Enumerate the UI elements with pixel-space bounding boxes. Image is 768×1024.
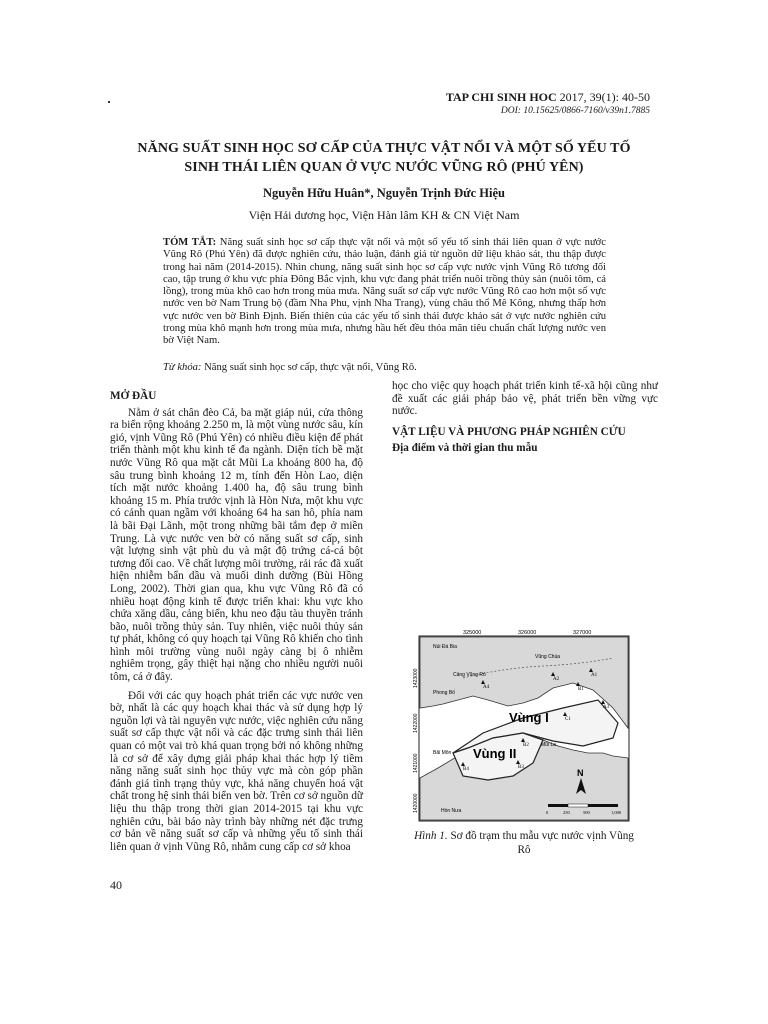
- authors: Nguyễn Hữu Huân*, Nguyễn Trịnh Đức Hiệu: [262, 186, 506, 200]
- place-vung-chua: Vũng Chùa: [535, 654, 561, 660]
- zone-2-label: Vùng II: [473, 746, 517, 761]
- left-tick-2: 1422000: [413, 713, 419, 733]
- place-hon-nua: Hòn Nưa: [441, 808, 462, 814]
- figure-caption: [408, 829, 640, 857]
- station-a2: A2: [553, 677, 560, 682]
- left-tick-1: 1423000: [413, 668, 419, 688]
- zone-1-label: Vùng I: [509, 710, 549, 725]
- map-svg: [413, 628, 633, 827]
- journal-name: TAP CHI SINH HOC: [445, 90, 557, 104]
- scale-0: 0: [546, 810, 549, 815]
- scale-500: 500: [583, 810, 590, 815]
- journal-header: [446, 90, 650, 118]
- page-number: 40: [110, 878, 122, 892]
- methods-section: [392, 426, 658, 455]
- north-label: N: [577, 768, 584, 778]
- doi: DOI: 10.15625/0866-7160/v39n1.7885: [500, 106, 650, 116]
- methods-heading: VẬT LIỆU VÀ PHƯƠNG PHÁP NGHIÊN CỨU: [392, 425, 626, 438]
- station-b1: B1: [578, 687, 584, 692]
- figure-label: Hình 1.: [414, 830, 448, 842]
- station-a3: A3: [603, 705, 610, 710]
- column-left: [110, 390, 363, 853]
- intro-paragraph-2-continued: học cho việc quy hoạch phát triển kinh tế-xã hội cũng như đề xuất các giải pháp bảo vệ, phát triển bền vững vực nước.: [392, 380, 658, 418]
- place-cang-vung-ro: Cảng Vũng Rô: [453, 672, 486, 678]
- station-c1: C1: [565, 717, 571, 722]
- station-a1: A1: [591, 673, 598, 678]
- top-tick-2: 326000: [518, 630, 537, 636]
- abstract: [163, 237, 606, 348]
- top-tick-3: 327000: [573, 630, 592, 636]
- scale-1000: 1,000: [611, 810, 622, 815]
- scale-250: 250: [563, 810, 570, 815]
- intro-paragraph-2: Đối với các quy hoạch phát triển các vực nước ven bờ, nhất là các quy hoạch khai thác và sử dụng hợp lý nguồn lợi và tài nguyên vực nước, việc nghiên cứu năng suất sơ cấp thực vật nổi và các đặc trưng sinh thái liên quan có một vai trò khá quan trọng bởi nó không những là cơ sở để xây dựng giải pháp khai thác hợp lý tiềm năng năng suất sinh học thủy vực mà còn góp phần đánh giá tình trạng thủy vực, khả năng chuyển hoá vật chất trong hệ sinh thái biển ven bờ. Trên cơ sở nguồn dữ liệu thu thập trong thời gian 2014-2015 tại khu vực nghiên cứu, bài báo này trình bày những nét đặc trưng cơ bản về năng suất sơ cấp và những yếu tố sinh thái liên quan ở vịnh Vũng Rô, nhằm cung cấp cơ sở khoa: [110, 689, 363, 853]
- place-mui-la: Mũi La: [541, 742, 557, 748]
- decorative-dot: [108, 101, 110, 103]
- affiliation: Viện Hải dương học, Viện Hàn lâm KH & CN Việt Nam: [248, 208, 520, 222]
- journal-issue: 2017, 39(1): 40-50: [559, 90, 650, 104]
- abstract-text: Năng suất sinh học sơ cấp thực vật nổi và một số yếu tố sinh thái liên quan ở vực nước Vũng Rô (Phú Yên) đã được nghiên cứu, thảo luận, đánh giá từ nguồn dữ liệu khảo sát, thu thập được trong hai năm (2014-2015). Nhìn chung, năng suất sinh học sơ cấp vực nước vịnh Vũng Rô tương đối cao, tập trung ở khu vực phía Đông Bắc vịnh, khu vực đang phát triển nuôi trồng thủy sản (nuôi tôm, cá lồng), trong mùa khô cao hơn trong mùa mưa. Năng suất sơ cấp vực nước Vũng Rô cao hơn một số vực nước ven bờ Nam Trung bộ (đầm Nha Phu, vịnh Nha Trang), vùng châu thổ Mê Kông, nhưng thấp hơn vực nước ven bờ Bình Định. Biến thiên của các yếu tố sinh thái được khảo sát ở vực nước nghiên cứu trong mùa khô mạnh hơn trong mùa mưa, nhưng hầu hết đều thỏa mãn tiêu chuẩn chất lượng nước ven bờ Việt Nam.: [163, 237, 606, 347]
- abstract-label: TÓM TẮT:: [163, 237, 217, 248]
- top-tick-1: 325000: [463, 630, 482, 636]
- place-nui-da-bia: Núi Đá Bia: [433, 644, 457, 650]
- station-b3: B3: [518, 765, 524, 770]
- keywords-label: Từ khóa:: [163, 362, 202, 373]
- title-line-2: SINH THÁI LIÊN QUAN Ở VỰC NƯỚC VŨNG RÔ (PHÚ YÊN): [184, 160, 584, 175]
- keywords-text: Năng suất sinh học sơ cấp, thực vật nổi, Vũng Rô.: [204, 362, 417, 373]
- left-tick-3: 1421000: [413, 753, 419, 773]
- keywords: [163, 362, 606, 373]
- place-phong-bo: Phong Bố: [433, 690, 455, 696]
- station-b2: B2: [523, 743, 529, 748]
- intro-paragraph-1: Nằm ở sát chân đèo Cả, ba mặt giáp núi, cửa thông ra biển rộng khoảng 2.250 m, là một vùng nước sâu, kín gió, vịnh Vũng Rô (Phú Yên) có nhiều điều kiện để phát triển thành một khu kinh tế đa ngành. Diện tích bề mặt nước Vũng Rô qua mặt cắt Mũi La khoảng 800 ha, độ sâu trung bình khoảng 12 m, tính đến Hòn Lao, diện tích mặt nước khoảng 1.400 ha, độ sâu trung bình khoảng 15 m. Phía trước vịnh là Hòn Nưa, một khu vực có cảnh quan ngầm với khoảng 64 ha san hô, phía nam là bãi Đại Lãnh, một trong những bãi tắm đẹp ở miền Trung. Là vực nước ven bờ có năng suất sơ cấp, sinh vật lượng sinh vật phù du và mật độ trứng cá-cá bột tương đối cao. Về chất lượng môi trường, rải rác đã xuất hiện nhiễm bẩn dầu và muối dinh dưỡng (Bùi Hồng Long, 2002). Thời gian qua, khu vực Vũng Rô đã có nhiều hoạt động kinh tế được triển khai: khu vực kho chứa xăng dầu, cảng biển, khu neo đậu tàu thuyền tránh bão, nuôi trồng thủy sản. Tuy nhiên, việc nuôi thủy sản tự phát, không có quy hoạch tại Vũng Rô khiến cho tình hình môi trường vùng nuôi ngày càng bị ô nhiễm nghiêm trọng, gây thiệt hại nặng cho nhiều người nuôi tôm, cá ở đây.: [110, 406, 363, 684]
- station-b4: B4: [463, 767, 469, 772]
- intro-heading: MỞ ĐẦU: [110, 390, 157, 402]
- study-area-map: [413, 628, 633, 827]
- station-a4: A4: [483, 685, 490, 690]
- figure-caption-text: Sơ đồ trạm thu mẫu vực nước vịnh Vũng Rô: [450, 830, 634, 856]
- title-line-1: NĂNG SUẤT SINH HỌC SƠ CẤP CỦA THỰC VẬT NỔI VÀ MỘT SỐ YẾU TỐ: [137, 141, 631, 156]
- paper-title: [110, 139, 658, 177]
- methods-subheading: Địa điểm và thời gian thu mẫu: [392, 442, 538, 455]
- left-tick-4: 1420000: [413, 793, 419, 813]
- column-right: [392, 380, 658, 459]
- place-bai-mon: Bãi Môn: [433, 750, 452, 756]
